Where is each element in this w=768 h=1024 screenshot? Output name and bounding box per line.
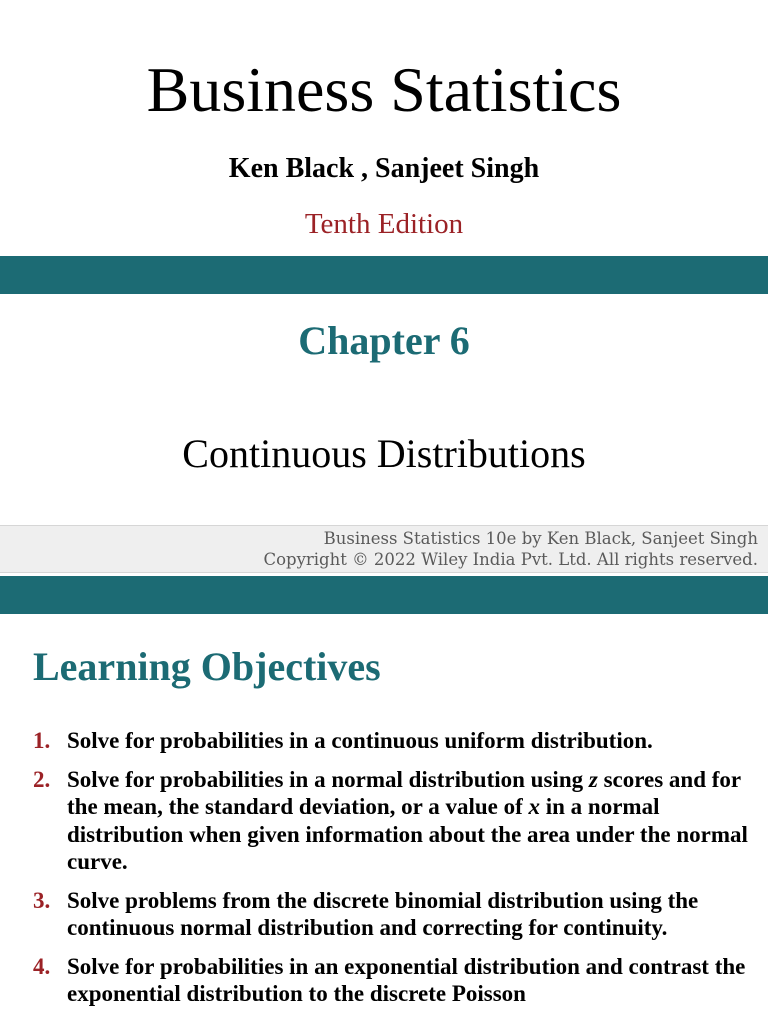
objective-item [33, 727, 748, 755]
divider-band [0, 576, 768, 614]
objective-item [33, 953, 748, 1008]
variable-z: z [588, 766, 598, 792]
variable-x: x [528, 794, 540, 819]
chapter-title: Chapter 6 [298, 318, 470, 363]
footer-line-2: Copyright © 2022 Wiley India Pvt. Ltd. All rights reserved. [263, 550, 758, 569]
objective-text: scores and for the mean, the standard deviation, or a value of [67, 766, 741, 819]
divider-band [0, 256, 768, 294]
objective-number: 1. [33, 728, 51, 753]
learning-objectives-heading: Learning Objectives [33, 644, 381, 689]
objective-number: 4. [33, 953, 51, 979]
objective-text: Solve for probabilities in a continuous uniform distribution. [67, 728, 653, 753]
objective-text: Solve for probabilities in a normal distribution using [67, 766, 589, 792]
book-title: Business Statistics [146, 54, 622, 125]
objective-text: in a normal distribution when given information about the area under the normal curve. [67, 794, 748, 874]
objective-text: Solve problems from the discrete binomial distribution using the continuous normal distribution and correcting for continuity. [67, 887, 699, 940]
authors: Ken Black , Sanjeet Singh [228, 153, 540, 184]
edition: Tenth Edition [304, 208, 464, 240]
objective-item [33, 766, 748, 876]
chapter-subtitle: Continuous Distributions [182, 431, 586, 476]
objective-text: Solve for probabilities in an exponential distribution and contrast the exponential distribution to the discrete Poisson [67, 953, 746, 1006]
footer-line-1: Business Statistics 10e by Ken Black, Sanjeet Singh [323, 529, 758, 548]
objective-item [33, 887, 748, 942]
objectives-list [33, 727, 748, 1019]
copyright-footer [0, 525, 768, 573]
objective-number: 2. [33, 766, 51, 792]
objective-number: 3. [33, 887, 51, 913]
